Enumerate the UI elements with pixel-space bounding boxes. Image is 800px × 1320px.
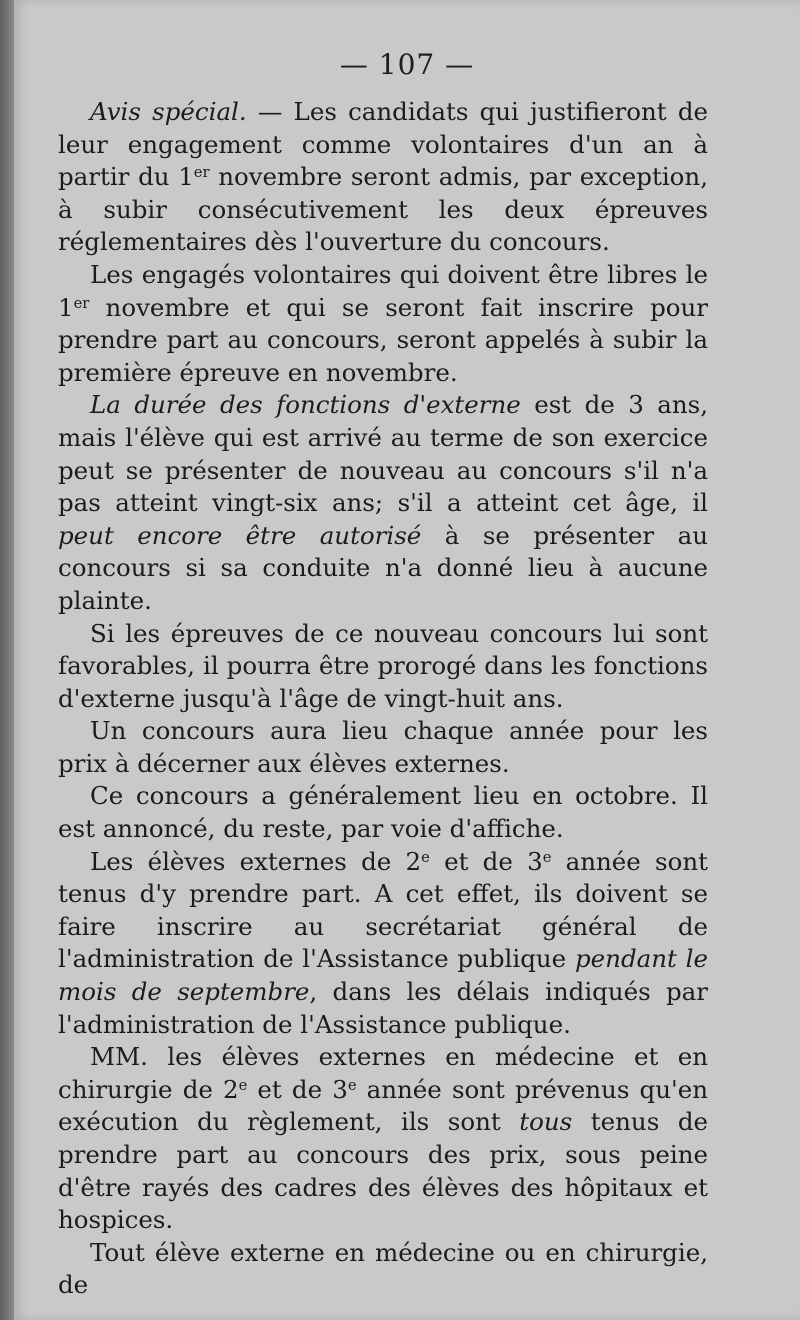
text-run: à se présenter au concours si sa conduite n'a donné lieu à aucune plainte. bbox=[58, 520, 708, 615]
paragraph-engages-volontaires bbox=[58, 259, 708, 389]
text-run: , dans les délais indiqués par l'administration de l'Assistance publique. bbox=[58, 977, 709, 1039]
scan-edge bbox=[0, 0, 14, 1320]
text-run: Les élèves externes de 2 bbox=[90, 846, 422, 876]
paragraph-tout-eleve bbox=[58, 1237, 708, 1302]
text-run: novembre et qui se seront fait inscrire pour prendre part au concours, seront appelés à subir la première épreuve en novembre. bbox=[58, 292, 708, 387]
superscript: e bbox=[238, 1076, 248, 1094]
text-run: Ce concours a généralement lieu en octobre. Il est annoncé, du reste, par voie d'affiche. bbox=[58, 781, 708, 844]
text-run: année sont tenus d'y prendre part. A cet effet, ils doivent se faire inscrire au secrétariat général de l'administration de l'Assistance publique bbox=[58, 846, 709, 974]
text-run: Avis spécial. bbox=[90, 97, 247, 126]
superscript: e bbox=[347, 1076, 357, 1094]
text-run: Tout élève externe en médecine ou en chirurgie, de bbox=[58, 1237, 708, 1300]
text-run: La durée des fonctions d'externe bbox=[90, 390, 521, 420]
superscript: e bbox=[542, 848, 552, 866]
paragraph-eleves-externes bbox=[58, 846, 708, 1042]
paragraph-concours-prix bbox=[58, 715, 708, 780]
text-run: — Les candidats qui justifieront de leur engagement comme volontaires d'un an à partir du 1 bbox=[58, 97, 708, 192]
text-run: année sont prévenus qu'en exécution du règlement, ils sont bbox=[58, 1074, 708, 1137]
paragraph-avis-special bbox=[58, 96, 708, 259]
text-run: et de 3 bbox=[429, 846, 543, 876]
text-run: pendant le mois de septembre bbox=[58, 944, 709, 1007]
text-run: Les engagés volontaires qui doivent être libres le 1 bbox=[58, 259, 708, 322]
page-number: — 107 — bbox=[339, 48, 475, 81]
paragraph-concours-octobre bbox=[58, 780, 708, 845]
paragraph-mm-eleves bbox=[58, 1041, 708, 1237]
text-run: Si les épreuves de ce nouveau concours lui sont favorables, il pourra être prorogé dans les fonctions d'externe jusqu'à l'âge de vingt-huit ans. bbox=[58, 618, 708, 713]
text-run: tous bbox=[519, 1107, 573, 1137]
text-run: peut encore être autorisé bbox=[58, 520, 422, 550]
text-run: tenus de prendre part au concours des prix, sous peine d'être rayés des cadres des élèves des hôpitaux et hospices. bbox=[58, 1107, 709, 1235]
text-run: Un concours aura lieu chaque année pour les prix à décerner aux élèves externes. bbox=[58, 716, 708, 778]
text-run: MM. les élèves externes en médecine et en chirurgie de 2 bbox=[58, 1042, 708, 1104]
text-run: est de 3 ans, mais l'élève qui est arrivé au terme de son exercice peut se présenter de nouveau au concours s'il n'a pas atteint vingt-six ans; s'il a atteint cet âge, il bbox=[58, 390, 708, 518]
superscript: e bbox=[421, 848, 430, 866]
paragraph-duree-fonctions bbox=[58, 389, 708, 617]
paragraph-epreuves-favorables bbox=[58, 618, 708, 716]
body-text bbox=[58, 96, 708, 1302]
superscript: er bbox=[193, 164, 210, 182]
superscript: er bbox=[73, 294, 90, 312]
text-run: et de 3 bbox=[247, 1074, 348, 1104]
text-run: novembre seront admis, par exception, à subir consécutivement les deux épreuves réglementaires dès l'ouverture du concours. bbox=[58, 162, 708, 257]
book-page bbox=[14, 0, 800, 1320]
